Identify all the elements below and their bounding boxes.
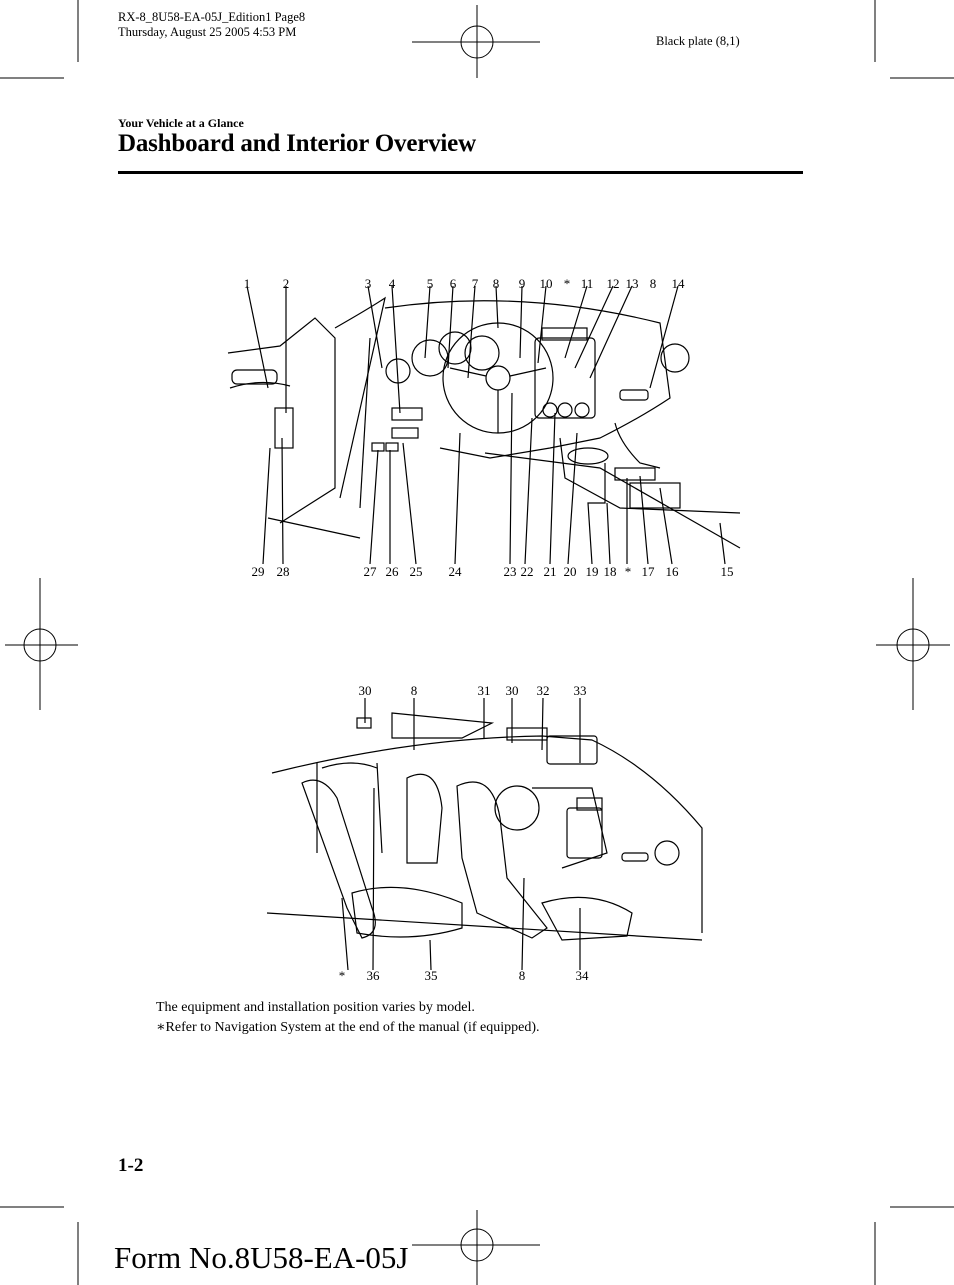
- callout-12: 12: [606, 276, 620, 291]
- plate-label: Black plate (8,1): [656, 34, 740, 48]
- page-title: Dashboard and Interior Overview: [118, 130, 476, 157]
- section-label: Your Vehicle at a Glance: [118, 116, 244, 130]
- page-number: 1-2: [118, 1155, 144, 1176]
- callout-8b: 8: [649, 276, 657, 291]
- callout-27: 27: [363, 564, 377, 579]
- interior-illustration: [262, 678, 710, 988]
- callout-33: 33: [573, 683, 587, 698]
- callout-25: 25: [409, 564, 423, 579]
- callout-9: 9: [518, 276, 526, 291]
- callout-34: 34: [575, 968, 589, 983]
- callout-8-interior-bottom: 8: [518, 968, 526, 983]
- callout-35: 35: [424, 968, 438, 983]
- callout-19: 19: [585, 564, 599, 579]
- callout-10: 10: [539, 276, 553, 291]
- callout-29: 29: [251, 564, 265, 579]
- callout-2: 2: [282, 276, 290, 291]
- callout-24: 24: [448, 564, 462, 579]
- callout-11: 11: [580, 276, 594, 291]
- callout-30: 30: [358, 683, 372, 698]
- callout-17: 17: [641, 564, 655, 579]
- callout-3: 3: [364, 276, 372, 291]
- callout-8-interior-top: 8: [410, 683, 418, 698]
- callout-23: 23: [503, 564, 517, 579]
- callout-22: 22: [520, 564, 534, 579]
- callout-18: 18: [603, 564, 617, 579]
- callout-14: 14: [671, 276, 685, 291]
- callout-13: 13: [625, 276, 639, 291]
- callout-asterisk-bottom: *: [624, 564, 632, 579]
- callout-asterisk-interior: *: [338, 968, 346, 983]
- callout-30b: 30: [505, 683, 519, 698]
- callout-28: 28: [276, 564, 290, 579]
- form-number: Form No.8U58-EA-05J: [114, 1240, 409, 1275]
- callout-8: 8: [492, 276, 500, 291]
- callout-6: 6: [449, 276, 457, 291]
- callout-32: 32: [536, 683, 550, 698]
- job-line-2: Thursday, August 25 2005 4:53 PM: [118, 25, 297, 39]
- title-rule: [118, 171, 803, 174]
- job-line-1: RX-8_8U58-EA-05J_Edition1 Page8: [118, 10, 306, 24]
- callout-7: 7: [471, 276, 479, 291]
- callout-15: 15: [720, 564, 734, 579]
- callout-1: 1: [243, 276, 251, 291]
- callout-16: 16: [665, 564, 679, 579]
- dashboard-illustration: [220, 268, 750, 588]
- figure-notes: [156, 998, 540, 1038]
- callout-20: 20: [563, 564, 577, 579]
- callout-26: 26: [385, 564, 399, 579]
- callout-31: 31: [477, 683, 491, 698]
- callout-21: 21: [543, 564, 557, 579]
- note-line-2: ∗Refer to Navigation System at the end of the manual (if equipped).: [156, 1020, 540, 1035]
- note-line-1: The equipment and installation position varies by model.: [156, 1000, 475, 1015]
- job-info: [118, 10, 305, 40]
- callout-5: 5: [426, 276, 434, 291]
- callout-36: 36: [366, 968, 380, 983]
- callout-asterisk-top: *: [563, 276, 571, 291]
- callout-4: 4: [388, 276, 396, 291]
